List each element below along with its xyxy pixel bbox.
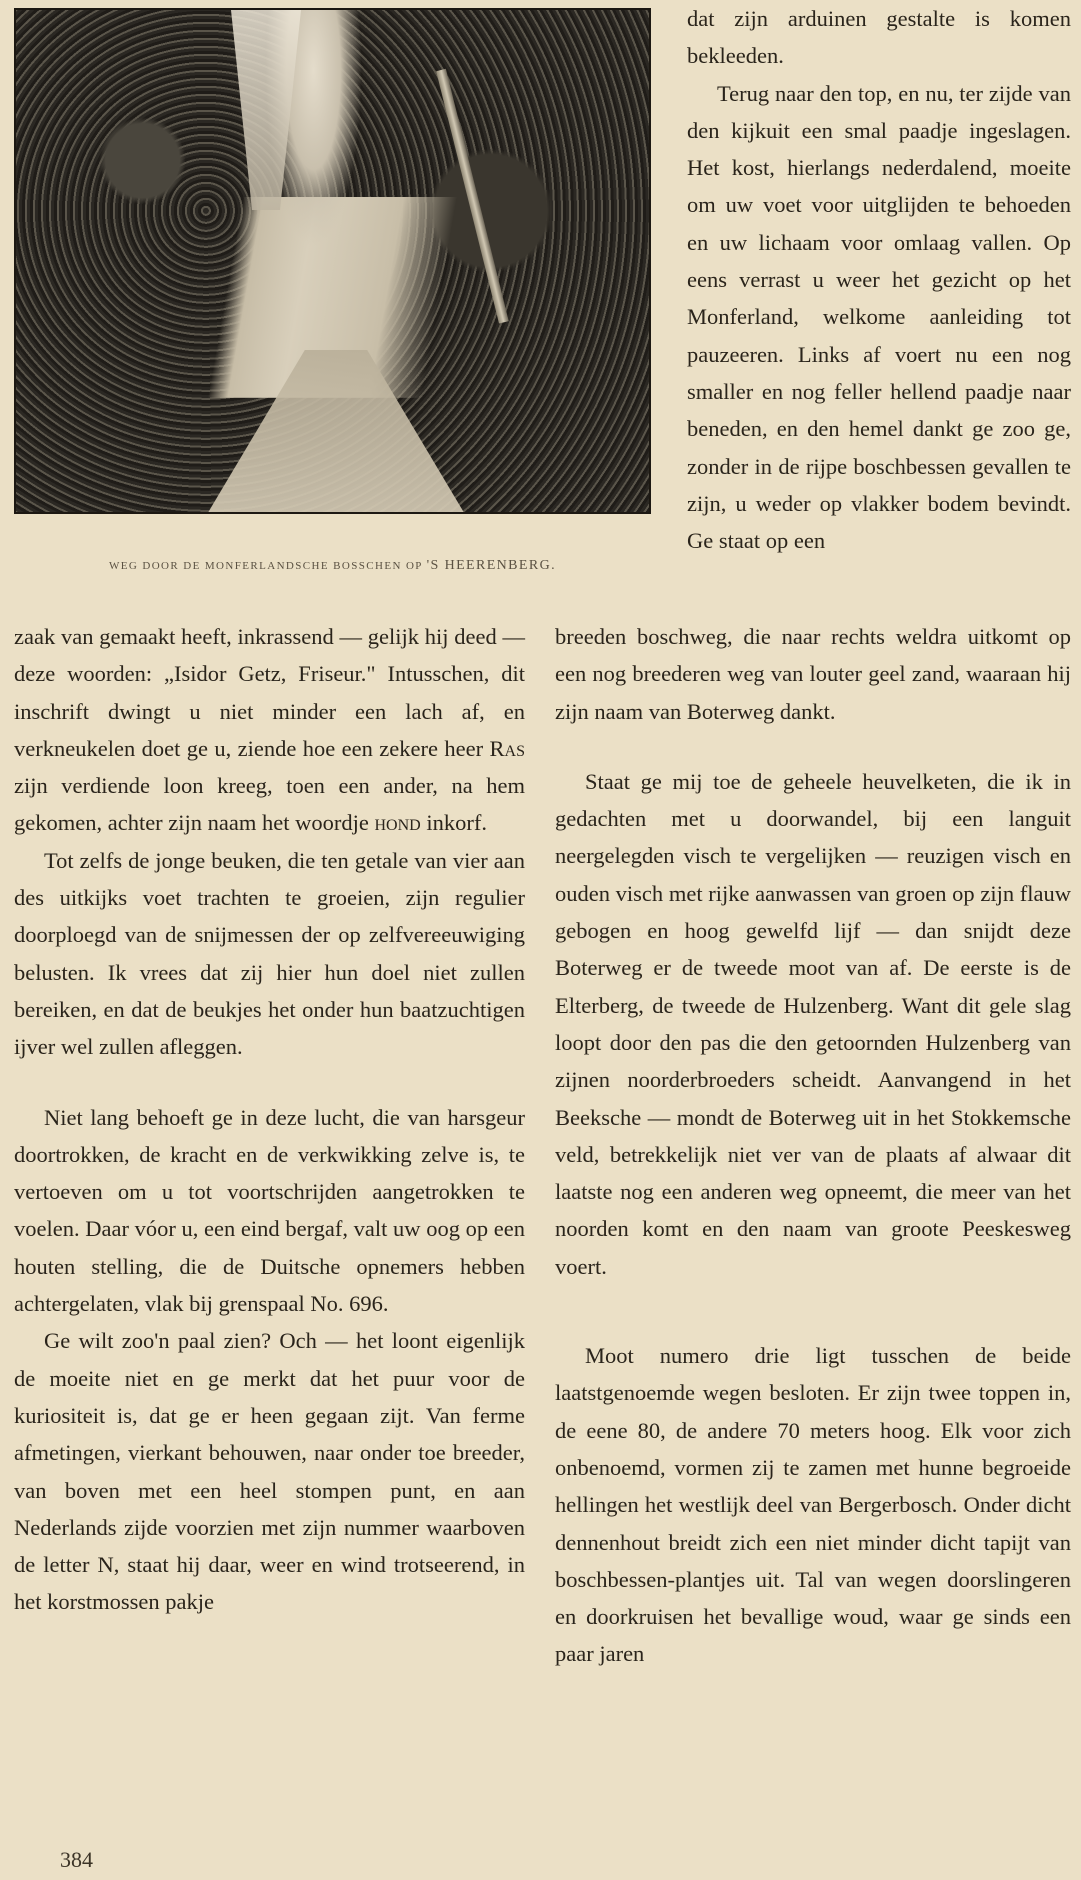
forest-path-photograph (14, 8, 651, 514)
paragraph: dat zijn arduinen gestalte is komen bekleeden. (687, 6, 1071, 69)
small-caps-name: Ras (489, 735, 525, 761)
text-run: zaak van gemaakt heeft, inkrassend — gelijk hij deed — deze woorden: „Isidor Getz, Friseur." Intusschen, dit inschrift dwingt u niet minder een lach af, en verkneukelen doet ge u, ziende hoe een zekere heer (14, 624, 525, 761)
paragraph (14, 618, 525, 842)
paragraph: Staat ge mij toe de geheele heuvelketen, die ik in gedachten met u doorwandel, bij een languit neergelegden visch te vergelijken — reuzigen visch en ouden visch met rijke aanwassen van groen op zijn flauw gebogen en hoog gewelfd lijf — dan snijdt deze Boterweg er de tweede moot van af. De eerste is de Elterberg, de tweede de Hulzenberg. Want dit gele slag loopt door den pas die den getoornden Hulzenberg van zijnen noorderbroeders scheidt. Aanvangend in het Beeksche — mondt de Boterweg uit in het Stokkemsche veld, betrekkelijk niet ver van de plaats af alwaar dit laatste nog een anderen weg opneemt, die meer van het noorden komt en den naam van groote Peeskesweg voert. (555, 768, 1071, 1279)
right-column (555, 618, 1071, 1673)
text-run: inkorf. (420, 810, 487, 836)
photo-sky-opening (231, 10, 301, 210)
figure-caption (14, 558, 651, 574)
left-column (14, 618, 525, 1621)
small-caps-word: hond (374, 810, 421, 836)
caption-prefix: WEG DOOR DE MONFERLANDSCHE BOSSCHEN OP (108, 560, 427, 572)
photo-birch-trunk (436, 69, 509, 324)
text-run: zijn verdiende loon kreeg, toen een ander, na hem gekomen, achter zijn naam het woordje (14, 773, 525, 836)
page-number: 384 (60, 1847, 93, 1872)
right-column-top (687, 0, 1071, 559)
paragraph: Tot zelfs de jonge beuken, die ten getale van vier aan des uitkijks voet trachten te groeien, zijn regulier doorploegd van de snijmessen der op zelfvereeuwiging belusten. Ik vrees dat zij hier hun doel niet zullen bereiken, en dat de beukjes het onder hun baatzuchtigen ijver wel zullen afleggen. (14, 847, 525, 1060)
caption-place: 'S HEERENBERG. (426, 558, 557, 573)
paragraph: Niet lang behoeft ge in deze lucht, die van harsgeur doortrokken, de kracht en de verkwikking zelve is, te vertoeven om u tot voortschrijden aangetrokken te voelen. Daar vóor u, een eind bergaf, valt uw oog op een houten stelling, die de Duitsche opnemers hebben achtergelaten, vlak bij grenspaal No. 696. (14, 1104, 525, 1317)
photo-sand-path (206, 350, 466, 514)
paragraph: Ge wilt zoo'n paal zien? Och — het loont eigenlijk de moeite niet en ge merkt dat het puur voor de kuriositeit is, dat ge er heen gegaan zijt. Van ferme afmetingen, vierkant behouwen, naar onder toe breeder, van boven met een heel stompen punt, en aan Nederlands zijde voorzien met zijn nummer waarboven de letter N, staat hij daar, weer en wind trotseerend, in het korstmossen pakje (14, 1328, 525, 1615)
paragraph: breeden boschweg, die naar rechts weldra uitkomt op een nog breederen weg van louter geel zand, waaraan hij zijn naam van Boterweg dankt. (555, 624, 1071, 724)
paragraph: Terug naar den top, en nu, ter zijde van den kijkuit een smal paadje ingeslagen. Het kost, hierlangs nederdalend, moeite om uw voet voor uitglijden te behoeden en uw lichaam voor omlaag vallen. Op eens verrast u weer het gezicht op het Monferland, welkome aanleiding tot pauzeeren. Links af voert nu een nog smaller en nog feller hellend paadje naar beneden, en den hemel dankt ge zoo ge, zonder in de rijpe boschbessen gevallen te zijn, u weder op vlakker bodem bevindt. Ge staat op een (687, 80, 1071, 554)
paragraph: Moot numero drie ligt tusschen de beide laatstgenoemde wegen besloten. Er zijn twee toppen in, de eene 80, de andere 70 meters hoog. Elk voor zich onbenoemd, vormen zij te zamen met hunne begroeide hellingen het westlijk deel van Bergerbosch. Onder dicht dennenhout breidt zich een niet minder dicht tapijt van boschbessen-plantjes uit. Tal van wegen doorslingeren en doorkruisen het bevallige woud, waar ge sinds een paar jaren (555, 1343, 1071, 1667)
